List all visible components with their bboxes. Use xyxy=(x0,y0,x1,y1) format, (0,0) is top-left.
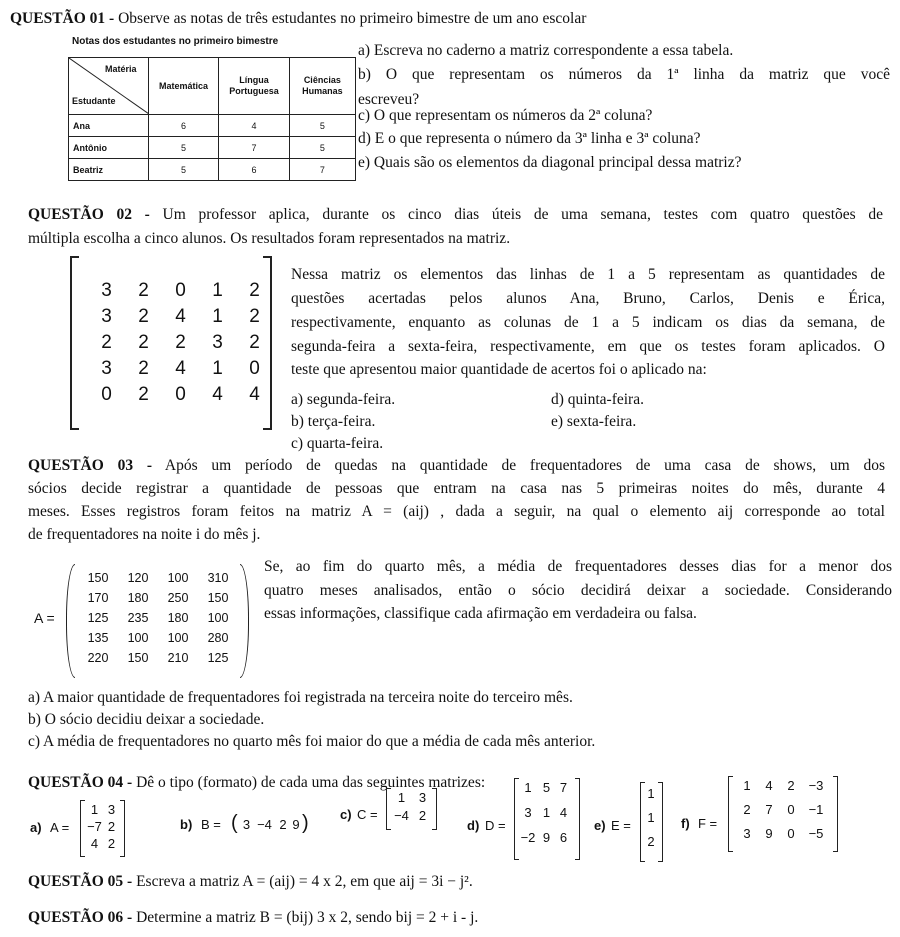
corner-top-label: Matéria xyxy=(105,64,137,74)
q4-f-left-bracket xyxy=(728,776,733,852)
q2-option-c: c) quarta-feira. xyxy=(291,435,384,452)
matrix-row xyxy=(736,778,830,802)
q3-item-c: c) A média de frequentadores no quarto mês foi maior do que a média de cada mês anterior. xyxy=(28,733,596,750)
matrix-cell: 0 xyxy=(101,384,112,405)
q1-item-a: a) Escreva no caderno a matriz correspondente a essa tabela. xyxy=(358,42,734,59)
q4-a-right-bracket xyxy=(120,800,125,857)
matrix-cell: 1 xyxy=(212,358,223,379)
q2-para-line: segunda-feira a sexta-feira, respectivamente, em que os testes foram aplicados. O xyxy=(291,338,885,355)
q1-item-b1: b) O que representam os números da 1ª linha da matriz que você xyxy=(358,66,890,83)
q3-matrix xyxy=(78,571,238,671)
grade-cell: 5 xyxy=(289,115,355,137)
grade-cell: 4 xyxy=(219,115,289,137)
q2-matrix xyxy=(88,280,273,410)
matrix-cell: 2 xyxy=(787,778,795,793)
q4-f-label: f) xyxy=(681,816,690,831)
matrix-cell: 4 xyxy=(765,778,773,793)
matrix-cell: 3 xyxy=(101,306,112,327)
matrix-cell: −4 xyxy=(257,817,272,832)
q1-title-bold: QUESTÃO 01 - xyxy=(10,10,115,27)
matrix-cell: 4 xyxy=(175,358,186,379)
matrix-cell: 310 xyxy=(207,571,229,585)
matrix-cell: 1 xyxy=(212,280,223,301)
matrix-cell: 125 xyxy=(207,651,229,665)
q3-para-line: essas informações, classifique cada afirmação em verdadeira ou falsa. xyxy=(264,605,697,622)
matrix-cell: 210 xyxy=(167,651,189,665)
q3-para-line: Se, ao fim do quarto mês, a média de frequentadores desses dias for a menor dos xyxy=(264,558,892,575)
grade-cell: 6 xyxy=(219,159,289,181)
matrix-row xyxy=(86,836,120,853)
q4-a-name: A = xyxy=(50,820,70,835)
matrix-cell: −4 xyxy=(394,808,409,823)
matrix-row xyxy=(88,358,273,384)
q2-option-d: d) quinta-feira. xyxy=(551,391,644,408)
matrix-cell: 150 xyxy=(127,651,149,665)
matrix-cell: 4 xyxy=(90,836,99,851)
matrix-row xyxy=(88,332,273,358)
q1-item-c: c) O que representam os números da 2ª coluna? xyxy=(358,107,653,124)
q3-line1 xyxy=(28,455,885,476)
q3-matrix-left-paren xyxy=(66,564,75,678)
table-row xyxy=(69,137,356,159)
q3-para-line: quatro meses analisados, então o sócio decidirá deixar a sociedade. Considerando xyxy=(264,582,892,599)
matrix-cell: 0 xyxy=(175,280,186,301)
q2-line1 xyxy=(28,204,883,225)
q1-title xyxy=(10,8,586,29)
matrix-cell: 125 xyxy=(87,611,109,625)
matrix-row xyxy=(645,810,657,834)
q4-b-name: B = xyxy=(201,817,221,832)
q3-line2: sócios decide registrar a quantidade de pessoas que entram na casa nas 5 primeiras noites do mês, durante 4 xyxy=(28,480,885,497)
matrix-cell: 180 xyxy=(167,611,189,625)
q3-title-text: Após um período de quedas na quantidade de frequentadores de uma casa de shows, um dos xyxy=(152,457,885,474)
matrix-cell: 0 xyxy=(249,358,260,379)
grade-cell: 7 xyxy=(289,159,355,181)
matrix-cell: 1 xyxy=(647,810,655,825)
matrix-cell: 100 xyxy=(167,631,189,645)
q6 xyxy=(28,907,478,928)
matrix-cell: 4 xyxy=(249,384,260,405)
matrix-cell: 220 xyxy=(87,651,109,665)
matrix-cell: 7 xyxy=(765,802,773,817)
q1-title-text: Observe as notas de três estudantes no primeiro bimestre de um ano escolar xyxy=(114,10,587,27)
grade-cell: 6 xyxy=(148,115,218,137)
matrix-cell: 9 xyxy=(542,830,551,845)
q1-item-d: d) E o que representa o número da 3ª linha e 3ª coluna? xyxy=(358,130,701,147)
q4-a-left-bracket xyxy=(80,800,85,857)
q2-title-bold: QUESTÃO 02 - xyxy=(28,206,150,223)
q4-title-text: Dê o tipo (formato) de cada uma das seguintes matrizes: xyxy=(132,774,486,791)
q6-title-bold: QUESTÃO 06 - xyxy=(28,909,133,926)
q5-title-bold: QUESTÃO 05 - xyxy=(28,873,133,890)
q4-e-right-bracket xyxy=(658,782,663,862)
q2-option-a: a) segunda-feira. xyxy=(291,391,396,408)
matrix-cell: 9 xyxy=(765,826,773,841)
matrix-cell: 280 xyxy=(207,631,229,645)
matrix-row xyxy=(78,591,238,611)
q2-para-line: questões acertadas pelos alunos Ana, Bruno, Carlos, Denis e Érica, xyxy=(291,290,885,307)
q4-f-name: F = xyxy=(698,816,718,831)
matrix-cell: 0 xyxy=(787,826,795,841)
q4-title-bold: QUESTÃO 04 - xyxy=(28,774,133,791)
matrix-cell: 4 xyxy=(559,805,568,820)
matrix-cell: 2 xyxy=(418,808,427,823)
matrix-cell: 2 xyxy=(107,819,116,834)
matrix-row xyxy=(240,817,302,832)
q4-d-right-bracket xyxy=(575,778,580,860)
q4-c-matrix xyxy=(391,790,433,826)
grade-cell: 5 xyxy=(148,137,218,159)
matrix-row xyxy=(518,780,572,805)
matrix-cell: 2 xyxy=(101,332,112,353)
matrix-cell: 3 xyxy=(242,817,251,832)
matrix-row xyxy=(645,786,657,810)
matrix-cell: 2 xyxy=(175,332,186,353)
matrix-cell: 2 xyxy=(138,384,149,405)
matrix-row xyxy=(518,805,572,830)
matrix-cell: 2 xyxy=(138,332,149,353)
col-header: Ciências Humanas xyxy=(289,58,355,115)
matrix-cell: 0 xyxy=(787,802,795,817)
matrix-row xyxy=(86,819,120,836)
matrix-cell: 3 xyxy=(101,280,112,301)
matrix-cell: 3 xyxy=(107,802,116,817)
q4-c-label: c) xyxy=(340,807,352,822)
matrix-cell: 1 xyxy=(542,805,551,820)
matrix-cell: 1 xyxy=(212,306,223,327)
q3-title-bold: QUESTÃO 03 - xyxy=(28,457,153,474)
matrix-cell: −1 xyxy=(808,802,824,817)
q2-para-line: respectivamente, enquanto as colunas de 1 a 5 indicam os dias da semana, de xyxy=(291,314,885,331)
matrix-cell: 2 xyxy=(107,836,116,851)
matrix-cell: 6 xyxy=(559,830,568,845)
grades-table xyxy=(68,57,356,181)
matrix-cell: 3 xyxy=(524,805,532,820)
q3-matrix-label: A = xyxy=(34,610,55,626)
matrix-row xyxy=(391,790,433,808)
matrix-cell: −3 xyxy=(808,778,824,793)
q4-f-matrix xyxy=(736,778,830,850)
matrix-row xyxy=(88,280,273,306)
q5-text: Escreva a matriz A = (aij) = 4 x 2, em que aij = 3i − j². xyxy=(132,873,473,890)
q3-matrix-right-paren xyxy=(240,564,249,678)
matrix-cell: 2 xyxy=(647,834,655,849)
matrix-cell: 2 xyxy=(138,306,149,327)
matrix-row xyxy=(391,808,433,826)
matrix-cell: 4 xyxy=(175,306,186,327)
student-name: Antônio xyxy=(69,137,149,159)
q4-b-label: b) xyxy=(180,817,193,832)
student-name: Ana xyxy=(69,115,149,137)
q2-option-b: b) terça-feira. xyxy=(291,413,376,430)
q1-item-b2: escreveu? xyxy=(358,91,420,108)
q3-item-b: b) O sócio decidiu deixar a sociedade. xyxy=(28,711,265,728)
q4-e-matrix xyxy=(645,786,657,858)
matrix-cell: 1 xyxy=(397,790,406,805)
matrix-cell: 2 xyxy=(743,802,751,817)
matrix-row xyxy=(78,611,238,631)
q4-b-open-paren: ( xyxy=(231,812,238,834)
table-row xyxy=(69,159,356,181)
matrix-cell: 1 xyxy=(647,786,655,801)
matrix-cell: 250 xyxy=(167,591,189,605)
matrix-row xyxy=(88,306,273,332)
q4-f-right-bracket xyxy=(833,776,838,852)
q2-option-e: e) sexta-feira. xyxy=(551,413,637,430)
q4-b-close-paren: ) xyxy=(302,812,309,834)
matrix-cell: 2 xyxy=(279,817,287,832)
q4-e-label: e) xyxy=(594,818,606,833)
q3-line3: meses. Esses registros foram feitos na matriz A = (aij) , dada a seguir, na qual o elemento aij corresponde ao total xyxy=(28,503,885,520)
q6-text: Determine a matriz B = (bij) 3 x 2, sendo bij = 2 + i - j. xyxy=(132,909,479,926)
q2-para-line: Nessa matriz os elementos das linhas de 1 a 5 representam as quantidades de xyxy=(291,266,885,283)
q2-para-line: teste que apresentou maior quantidade de acertos foi o aplicado na: xyxy=(291,361,707,378)
matrix-cell: 7 xyxy=(559,780,568,795)
q2-matrix-left-bracket xyxy=(70,256,79,430)
q4-a-matrix xyxy=(86,802,120,853)
q5 xyxy=(28,871,473,892)
matrix-cell: 150 xyxy=(207,591,229,605)
q4-c-name: C = xyxy=(357,807,378,822)
grade-cell: 5 xyxy=(148,159,218,181)
matrix-row xyxy=(736,826,830,850)
matrix-cell: 235 xyxy=(127,611,149,625)
matrix-cell: 2 xyxy=(249,280,260,301)
matrix-cell: 150 xyxy=(87,571,109,585)
matrix-cell: 3 xyxy=(418,790,427,805)
q4-d-name: D = xyxy=(485,818,506,833)
matrix-cell: 9 xyxy=(292,817,300,832)
matrix-row xyxy=(86,802,120,819)
q4-d-label: d) xyxy=(467,818,480,833)
matrix-cell: 120 xyxy=(127,571,149,585)
matrix-cell: 4 xyxy=(212,384,223,405)
q4-d-matrix xyxy=(518,780,572,855)
q2-line2: múltipla escolha a cinco alunos. Os resultados foram representados na matriz. xyxy=(28,230,511,247)
student-name: Beatriz xyxy=(69,159,149,181)
matrix-cell: 2 xyxy=(249,306,260,327)
matrix-row xyxy=(88,384,273,410)
q4-b-matrix xyxy=(240,817,302,832)
grade-cell: 7 xyxy=(219,137,289,159)
matrix-cell: 3 xyxy=(212,332,223,353)
matrix-row xyxy=(78,571,238,591)
matrix-cell: −2 xyxy=(520,830,536,845)
q4-a-label: a) xyxy=(30,820,42,835)
matrix-cell: 1 xyxy=(90,802,99,817)
col-header: Matemática xyxy=(148,58,218,115)
q3-item-a: a) A maior quantidade de frequentadores foi registrada na terceira noite do terceiro mês. xyxy=(28,689,573,706)
matrix-cell: 100 xyxy=(167,571,189,585)
matrix-cell: 0 xyxy=(175,384,186,405)
matrix-cell: 1 xyxy=(524,780,532,795)
matrix-cell: −7 xyxy=(87,819,102,834)
matrix-cell: 100 xyxy=(207,611,229,625)
q1-table-caption: Notas dos estudantes no primeiro bimestre xyxy=(72,36,279,47)
q4-e-name: E = xyxy=(611,818,631,833)
matrix-cell: 3 xyxy=(743,826,751,841)
matrix-cell: 135 xyxy=(87,631,109,645)
matrix-row xyxy=(78,631,238,651)
matrix-cell: 2 xyxy=(249,332,260,353)
matrix-row xyxy=(518,830,572,855)
matrix-cell: 2 xyxy=(138,280,149,301)
corner-bottom-label: Estudante xyxy=(72,96,116,106)
col-header: Língua Portuguesa xyxy=(219,58,289,115)
matrix-cell: 100 xyxy=(127,631,149,645)
matrix-cell: −5 xyxy=(808,826,824,841)
q1-item-e: e) Quais são os elementos da diagonal principal dessa matriz? xyxy=(358,154,742,171)
grade-cell: 5 xyxy=(289,137,355,159)
matrix-row xyxy=(78,651,238,671)
table-row xyxy=(69,115,356,137)
matrix-cell: 1 xyxy=(743,778,751,793)
q3-line4: de frequentadores na noite i do mês j. xyxy=(28,526,261,543)
matrix-row xyxy=(645,834,657,858)
matrix-cell: 170 xyxy=(87,591,109,605)
matrix-cell: 3 xyxy=(101,358,112,379)
matrix-cell: 5 xyxy=(542,780,551,795)
table-corner-cell xyxy=(69,58,149,115)
q2-title-text: Um professor aplica, durante os cinco dias úteis de uma semana, testes com quatro questões de xyxy=(149,206,883,223)
matrix-row xyxy=(736,802,830,826)
matrix-cell: 180 xyxy=(127,591,149,605)
matrix-cell: 2 xyxy=(138,358,149,379)
